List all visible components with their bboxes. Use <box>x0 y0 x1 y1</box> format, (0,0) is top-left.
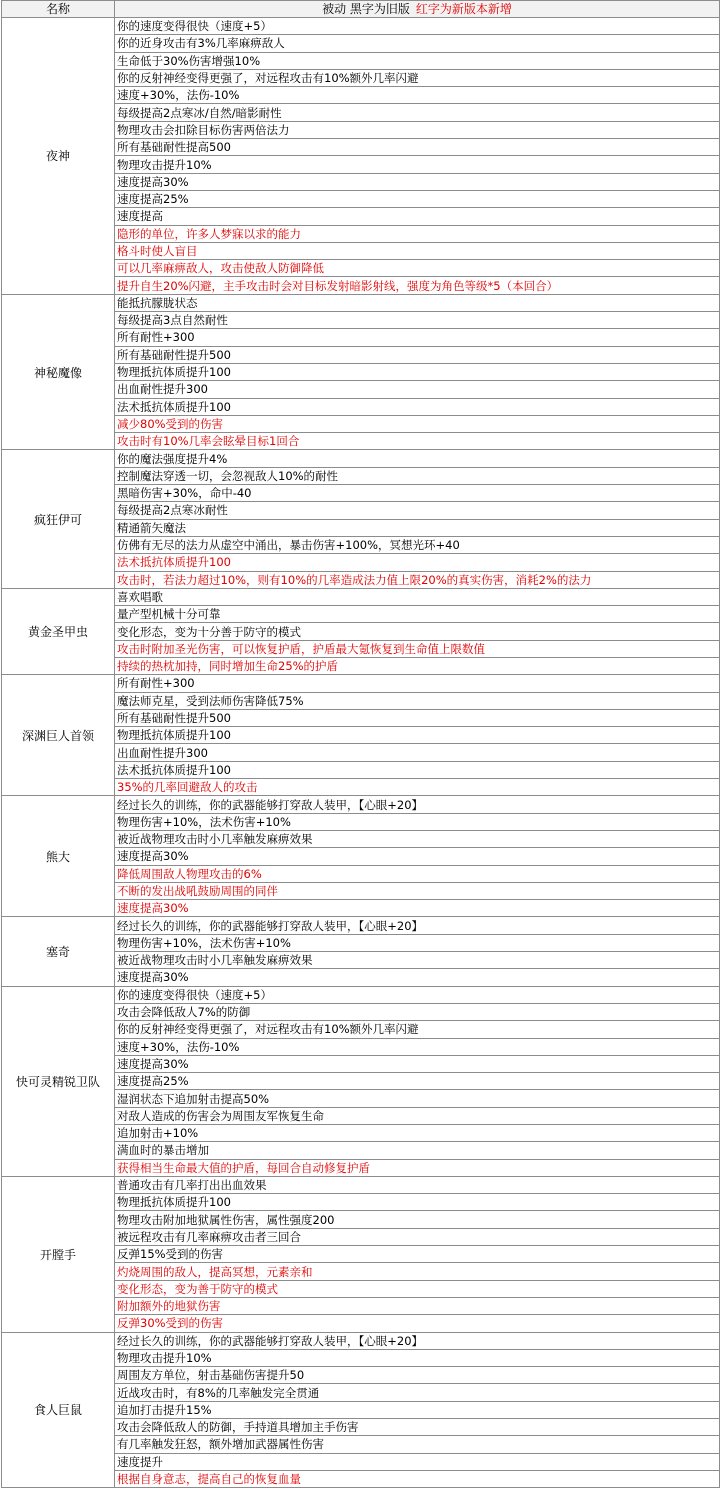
table-row <box>2 796 720 813</box>
passive-new: 变化形态，变为善于防守的模式 <box>115 1280 720 1297</box>
passive-new: 减少80%受到的伤害 <box>115 415 720 432</box>
passive-new: 攻击时附加圣光伤害，可以恢复护盾，护盾最大氪恢复到生命值上限数值 <box>115 640 720 657</box>
passive-old: 所有耐性+300 <box>115 329 720 346</box>
passive-old: 有几率触发狂怒，额外增加武器属性伤害 <box>115 1436 720 1453</box>
passive-old: 物理攻击提升10% <box>115 1349 720 1366</box>
passive-old: 魔法师克星，受到法师伤害降低75% <box>115 692 720 709</box>
passive-old: 能抵抗朦胧状态 <box>115 294 720 311</box>
table-row <box>2 450 720 467</box>
passive-old: 生命低于30%伤害增强10% <box>115 52 720 69</box>
passive-old: 仿佛有无尽的法力从虚空中涌出，暴击伤害+100%，冥想光环+40 <box>115 536 720 553</box>
passive-new: 持续的热枕加持，同时增加生命25%的护盾 <box>115 657 720 674</box>
passive-old: 速度提高30% <box>115 969 720 986</box>
unit-name: 夜神 <box>2 18 115 295</box>
passive-old: 物理攻击会扣除目标伤害两倍法力 <box>115 121 720 138</box>
passive-old: 所有基础耐性提升500 <box>115 346 720 363</box>
passive-new: 攻击时，若法力超过10%，则有10%的几率造成法力值上限20%的真实伤害，消耗2%的法力 <box>115 571 720 588</box>
passive-old: 物理攻击附加地狱属性伤害，属性强度200 <box>115 1211 720 1228</box>
table-row <box>2 294 720 311</box>
passive-old: 经过长久的训练，你的武器能够打穿敌人装甲，【心眼+20】 <box>115 917 720 934</box>
passive-old: 每级提高3点自然耐性 <box>115 312 720 329</box>
passive-new: 附加额外的地狱伤害 <box>115 1297 720 1314</box>
passive-new: 灼烧周围的敌人，提高冥想，元素亲和 <box>115 1263 720 1280</box>
passive-old: 物理抵抗体质提升100 <box>115 363 720 380</box>
passive-new: 速度提高30% <box>115 900 720 917</box>
unit-name: 快可灵精锐卫队 <box>2 986 115 1176</box>
unit-name: 深渊巨人首领 <box>2 675 115 796</box>
passive-old: 速度提高30% <box>115 1055 720 1072</box>
passive-old: 你的近身攻击有3%几率麻痹敌人 <box>115 35 720 52</box>
table-row <box>2 986 720 1003</box>
passive-new: 提升自生20%闪避，主手攻击时会对目标发射暗影射线，强度为角色等级*5（本回合） <box>115 277 720 294</box>
table-row <box>2 1332 720 1349</box>
header-desc-black: 被动 黑字为旧版 <box>322 2 410 16</box>
passive-new: 反弹30%受到的伤害 <box>115 1315 720 1332</box>
passive-old: 湿润状态下追加射击提高50% <box>115 1090 720 1107</box>
unit-name: 开膛手 <box>2 1176 115 1332</box>
passive-old: 普通攻击有几率打出出血效果 <box>115 1176 720 1193</box>
passive-old: 所有基础耐性提高500 <box>115 139 720 156</box>
passive-old: 速度提高30% <box>115 173 720 190</box>
passive-old: 每级提高2点寒冰耐性 <box>115 502 720 519</box>
passive-old: 黑暗伤害+30%，命中-40 <box>115 485 720 502</box>
passive-old: 控制魔法穿透一切，会忽视敌人10%的耐性 <box>115 467 720 484</box>
passive-old: 变化形态，变为十分善于防守的模式 <box>115 623 720 640</box>
passive-old: 物理攻击提升10% <box>115 156 720 173</box>
table-row <box>2 917 720 934</box>
passive-new: 格斗时使人盲目 <box>115 242 720 259</box>
unit-name: 黄金圣甲虫 <box>2 588 115 674</box>
passive-old: 你的魔法强度提升4% <box>115 450 720 467</box>
header-row <box>2 1 720 18</box>
passive-new: 可以几率麻痹敌人，攻击使敌人防御降低 <box>115 260 720 277</box>
header-name: 名称 <box>2 1 115 18</box>
unit-name: 神秘魔像 <box>2 294 115 450</box>
passive-old: 攻击会降低敌人7%的防御 <box>115 1003 720 1020</box>
passive-old: 物理抵抗体质提升100 <box>115 1194 720 1211</box>
passive-old: 你的速度变得很快（速度+5） <box>115 986 720 1003</box>
passive-new: 获得相当生命最大值的护盾，每回合自动修复护盾 <box>115 1159 720 1176</box>
passive-new: 法术抵抗体质提升100 <box>115 554 720 571</box>
passive-old: 出血耐性提升300 <box>115 744 720 761</box>
passive-old: 对敌人造成的伤害会为周围友军恢复生命 <box>115 1107 720 1124</box>
passive-old: 法术抵抗体质提升100 <box>115 761 720 778</box>
passive-old: 速度提高 <box>115 208 720 225</box>
passive-new: 降低周围敌人物理攻击的6% <box>115 865 720 882</box>
passive-old: 你的速度变得很快（速度+5） <box>115 18 720 35</box>
passive-old: 速度+30%，法伤-10% <box>115 87 720 104</box>
passive-old: 喜欢唱歌 <box>115 588 720 605</box>
passive-old: 反弹15%受到的伤害 <box>115 1246 720 1263</box>
passive-old: 物理抵抗体质提升100 <box>115 727 720 744</box>
passive-new: 攻击时有10%几率会眩晕目标1回合 <box>115 433 720 450</box>
passive-old: 满血时的暴击增加 <box>115 1142 720 1159</box>
passive-old: 近战攻击时，有8%的几率触发完全贯通 <box>115 1384 720 1401</box>
passive-old: 追加打击提升15% <box>115 1401 720 1418</box>
passive-old: 经过长久的训练，你的武器能够打穿敌人装甲，【心眼+20】 <box>115 796 720 813</box>
passive-old: 量产型机械十分可靠 <box>115 606 720 623</box>
table-row <box>2 18 720 35</box>
passive-old: 被近战物理攻击时小几率触发麻痹效果 <box>115 830 720 847</box>
passive-old: 周围友方单位，射击基础伤害提升50 <box>115 1367 720 1384</box>
table-body <box>2 18 720 1488</box>
passive-old: 法术抵抗体质提升100 <box>115 398 720 415</box>
passive-old: 物理伤害+10%，法术伤害+10% <box>115 813 720 830</box>
passive-old: 所有基础耐性提升500 <box>115 709 720 726</box>
unit-name: 食人巨鼠 <box>2 1332 115 1488</box>
passive-old: 你的反射神经变得更强了，对远程攻击有10%额外几率闪避 <box>115 1021 720 1038</box>
passive-old: 出血耐性提升300 <box>115 381 720 398</box>
passive-new: 35%的几率回避敌人的攻击 <box>115 779 720 796</box>
passive-skills-table <box>1 0 720 1488</box>
table-row <box>2 1176 720 1193</box>
passive-old: 速度+30%，法伤-10% <box>115 1038 720 1055</box>
passive-new: 根据自身意志，提高自己的恢复血量 <box>115 1470 720 1487</box>
passive-old: 经过长久的训练，你的武器能够打穿敌人装甲，【心眼+20】 <box>115 1332 720 1349</box>
unit-name: 塞奇 <box>2 917 115 986</box>
passive-old: 速度提升 <box>115 1453 720 1470</box>
table-row <box>2 675 720 692</box>
unit-name: 疯狂伊可 <box>2 450 115 588</box>
passive-old: 攻击会降低敌人的防御，手持道具增加主手伤害 <box>115 1419 720 1436</box>
passive-old: 精通箭矢魔法 <box>115 519 720 536</box>
passive-new: 隐形的单位，许多人梦寐以求的能力 <box>115 225 720 242</box>
passive-old: 速度提高30% <box>115 848 720 865</box>
passive-old: 物理伤害+10%，法术伤害+10% <box>115 934 720 951</box>
passive-old: 每级提高2点寒冰/自然/暗影耐性 <box>115 104 720 121</box>
passive-old: 你的反射神经变得更强了，对远程攻击有10%额外几率闪避 <box>115 69 720 86</box>
passive-old: 速度提高25% <box>115 190 720 207</box>
table-row <box>2 588 720 605</box>
passive-old: 追加射击+10% <box>115 1125 720 1142</box>
unit-name: 熊大 <box>2 796 115 917</box>
passive-new: 不断的发出战吼鼓励周围的同伴 <box>115 882 720 899</box>
passive-old: 被远程攻击有几率麻痹攻击者三回合 <box>115 1228 720 1245</box>
header-description <box>115 1 720 18</box>
header-desc-red: 红字为新版本新增 <box>415 2 512 16</box>
passive-old: 速度提高25% <box>115 1073 720 1090</box>
passive-old: 被近战物理攻击时小几率触发麻痹效果 <box>115 952 720 969</box>
passive-old: 所有耐性+300 <box>115 675 720 692</box>
